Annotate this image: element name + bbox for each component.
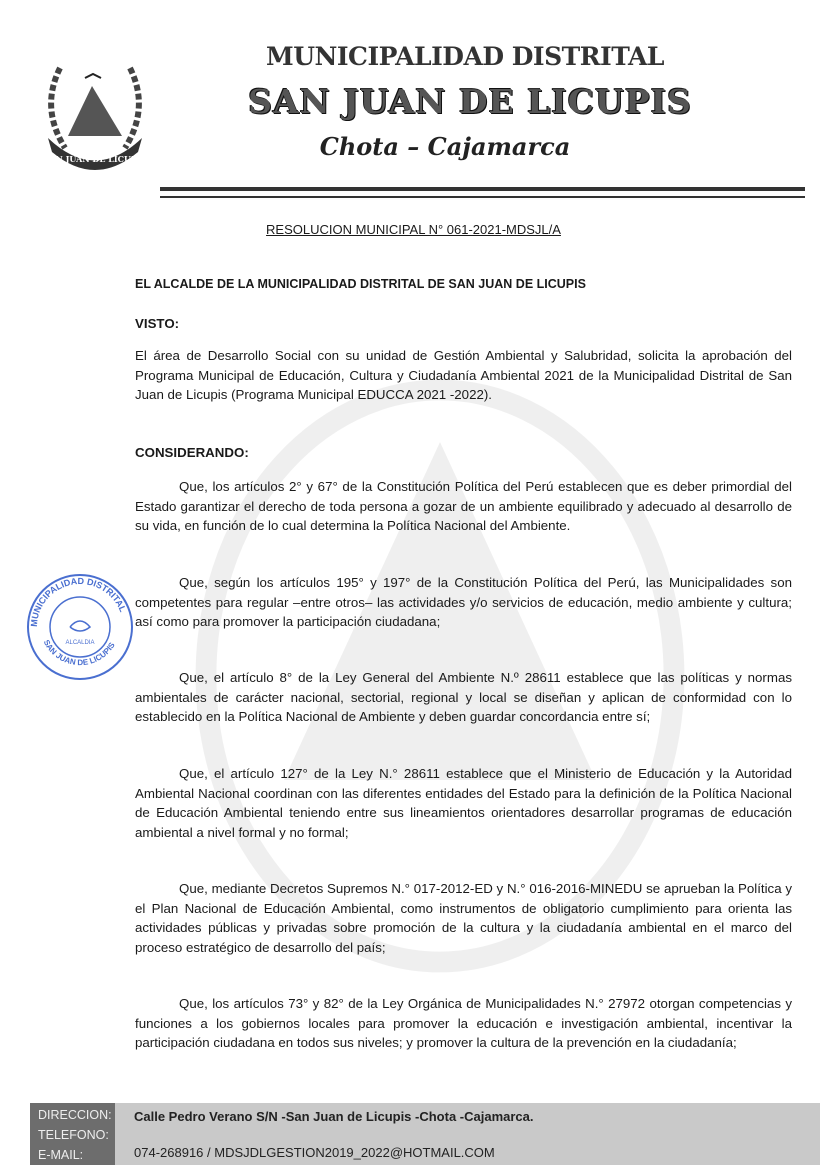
issuer: EL ALCALDE DE LA MUNICIPALIDAD DISTRITAL DE SAN JUAN DE LICUPIS (135, 277, 586, 291)
considerando-paragraph: Que, según los artículos 195° y 197° de la Constitución Política del Perú, las Municipalidades son competentes para regular –entre otros– las actividades y/o servicios de educación, medio ambiente y cultura; así como para promover la participación ciudadana; (135, 575, 792, 629)
svg-text:SAN JUAN DE LICUPIS: SAN JUAN DE LICUPIS (41, 638, 117, 668)
footer-labels (30, 1103, 115, 1165)
label-direccion: DIRECCION: (38, 1108, 112, 1122)
footer-phone-email: 074-268916 / MDSJDLGESTION2019_2022@HOTMAIL.COM (134, 1145, 495, 1160)
considerando-heading: CONSIDERANDO: (135, 445, 249, 460)
municipal-logo (30, 48, 160, 173)
label-telefono: TELEFONO: (38, 1128, 109, 1142)
header-municipality-name: SAN JUAN DE LICUPIS (248, 82, 692, 121)
header-location: Chota – Cajamarca (319, 132, 571, 161)
official-stamp (25, 572, 135, 682)
svg-text:ALCALDIA: ALCALDIA (65, 640, 95, 646)
header-rule (160, 187, 805, 191)
footer-contact-bar (30, 1103, 820, 1165)
visto-heading: VISTO: (135, 316, 180, 331)
considerando-paragraph: Que, los artículos 73° y 82° de la Ley Orgánica de Municipalidades N.° 27972 otorgan competencias y funciones a los gobiernos locales para promover la educación e investigación ambiental, incentivar la participación ciudadana en todos sus niveles; y promover la cultura de la prevención en la ciudadanía; (135, 996, 792, 1050)
visto-paragraph: El área de Desarrollo Social con su unidad de Gestión Ambiental y Salubridad, solicita la aprobación del Programa Municipal de Educación, Cultura y Ciudadanía Ambiental 2021 de la Municipalidad Distrital de San Juan de Licupis (Programa Municipal EDUCCA 2021 -2022). (135, 348, 792, 402)
footer-address: Calle Pedro Verano S/N -San Juan de Licupis -Chota -Cajamarca. (134, 1109, 534, 1124)
considerando-paragraph: Que, mediante Decretos Supremos N.° 017-2012-ED y N.° 016-2016-MINEDU se aprueban la Política y el Plan Nacional de Educación Ambiental, como instrumentos de obligatorio cumplimiento para orienta las actividades públicas y privadas sobre promoción de la cultura y la ciudadanía ambiental en el marco del proceso estratégico de desarrollo del país; (135, 881, 792, 955)
label-email: E-MAIL: (38, 1148, 84, 1162)
resolution-title: RESOLUCION MUNICIPAL N° 061-2021-MDSJL/A (266, 222, 561, 237)
considerando-paragraph: Que, los artículos 2° y 67° de la Constitución Política del Perú establecen que es deber primordial del Estado garantizar el derecho de toda persona a gozar de un ambiente equilibrado y adecuado al desarrollo de su vida, en función de lo cual determina la Política Nacional del Ambiente. (135, 479, 792, 533)
svg-text:MUNICIPALIDAD DISTRITAL: MUNICIPALIDAD DISTRITAL (28, 575, 128, 628)
svg-text:SAN JUAN DE LICUPIS: SAN JUAN DE LICUPIS (43, 154, 147, 164)
considerando-paragraph: Que, el artículo 127° de la Ley N.° 28611 establece que el Ministerio de Educación y la Autoridad Ambiental Nacional coordinan con las diferentes entidades del Estado para la definición de la Política Nacional de Educación Ambiental teniendo entre sus lineamientos orientadores desarrollar programas de educación ambiental a nivel formal y no formal; (135, 766, 792, 840)
considerando-paragraph: Que, el artículo 8° de la Ley General del Ambiente N.º 28611 establece que las políticas y normas ambientales de carácter nacional, sectorial, regional y local se diseñan y aplican de conformidad con lo establecido en la Política Nacional de Ambiente y deben guardar concordancia entre sí; (135, 670, 792, 724)
header-line1: MUNICIPALIDAD DISTRITAL (266, 42, 664, 71)
header-rule (160, 196, 805, 198)
